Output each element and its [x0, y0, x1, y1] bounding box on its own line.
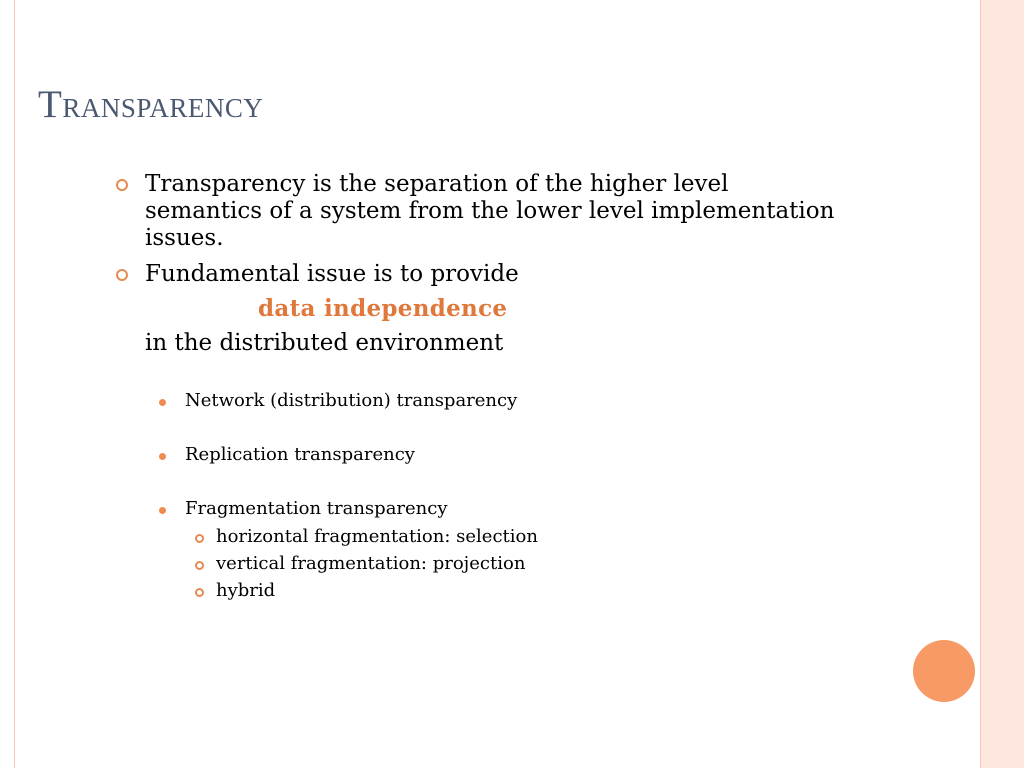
ring-bullet-icon	[116, 179, 128, 191]
small-ring-bullet-icon	[195, 588, 204, 597]
hybrid-fragmentation-item: hybrid	[216, 580, 276, 601]
definition-bullet: Transparency is the separation of the higher level semantics of a system from the lower level implementation issues.	[145, 171, 835, 251]
small-ring-bullet-icon	[195, 561, 204, 570]
slide-title: Transparency	[38, 83, 264, 126]
dot-bullet-icon	[159, 453, 166, 460]
dot-bullet-icon	[159, 399, 166, 406]
small-ring-bullet-icon	[195, 534, 204, 543]
replication-transparency-item: Replication transparency	[185, 444, 415, 465]
vertical-fragmentation-item: vertical fragmentation: projection	[216, 553, 526, 574]
independence-outro: in the distributed environment	[145, 330, 504, 356]
ring-bullet-icon	[116, 269, 128, 281]
data-independence-emphasis: data independence	[258, 295, 508, 322]
independence-intro: Fundamental issue is to provide	[145, 261, 519, 287]
fragmentation-transparency-item: Fragmentation transparency	[185, 498, 448, 519]
horizontal-fragmentation-item: horizontal fragmentation: selection	[216, 526, 538, 547]
dot-bullet-icon	[159, 507, 166, 514]
network-transparency-item: Network (distribution) transparency	[185, 390, 518, 411]
